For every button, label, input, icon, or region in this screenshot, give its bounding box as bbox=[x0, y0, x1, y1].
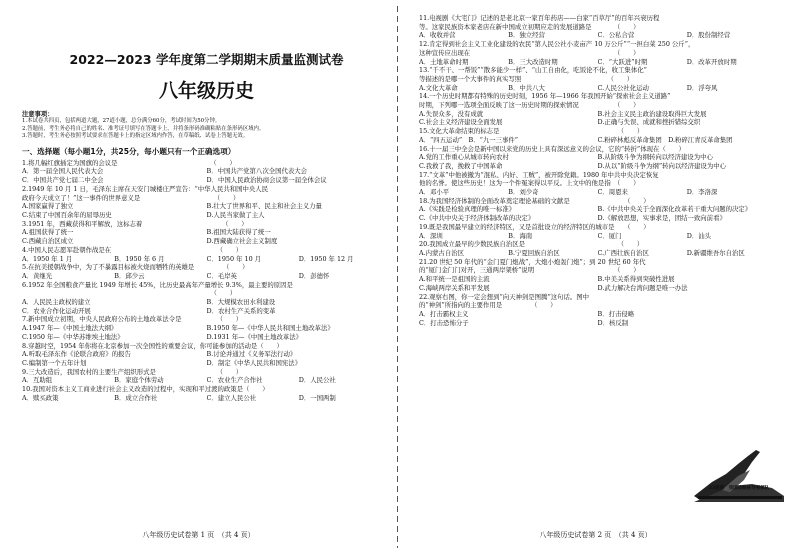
answer-options bbox=[22, 298, 391, 307]
section-heading: 一、选择题（每小题1分，共25分，每小题只有一个正确选项） bbox=[22, 146, 236, 156]
question-line: 18.为我国经济体制的全面改革奠定理论基础的文献是 （ ） bbox=[419, 196, 650, 205]
answer-option: A．土地革命时期 bbox=[419, 57, 469, 66]
question-line: 12.肯定得到社会主义工业化建设的农民“第人民公社小麦亩产 10 万公斤”“一担白菜 250 公斤”， bbox=[419, 40, 695, 49]
answer-options bbox=[419, 58, 776, 67]
answer-option: D．一国两制 bbox=[298, 393, 336, 402]
answer-option: D.1931 年—《中国土地改革法》 bbox=[206, 332, 303, 341]
answer-option: D．制定《中华人民共和国宪法》 bbox=[206, 358, 302, 367]
answer-options bbox=[419, 110, 776, 119]
answer-option: C.1950 年—《中华苏维埃土地法》 bbox=[22, 332, 124, 341]
question-line: 等。这家民族资本家老店在新中国成立初期应走的发展道路是 （ ） bbox=[419, 22, 640, 31]
answer-option: D.正确与失误、成就和挫折错综交织 bbox=[597, 118, 701, 127]
answer-option: D．浮夸风 bbox=[686, 83, 718, 92]
answer-option: D．人民公社 bbox=[298, 376, 336, 385]
answer-option: C.粉碎林彪反革命集团 D.粉碎江青反革命集团 bbox=[597, 135, 733, 144]
question-line: 22.观察右图，你一定会想到“向天神剑是图腾”这句话。图中 bbox=[419, 292, 590, 301]
answer-option: A.内蒙古自治区 bbox=[419, 248, 464, 257]
answer-options bbox=[419, 205, 776, 214]
answer-option: A.1947 年—《中国土地法大纲》 bbox=[22, 324, 118, 333]
answer-options bbox=[22, 359, 391, 368]
answer-option: B．中共八大 bbox=[508, 83, 545, 92]
question-line: 11.电视剧《大宅门》记述的是老北京一家百年药店——白家“百草厅”的百年兴衰历程 bbox=[419, 14, 660, 22]
answer-option: C．农业合作化运动开展 bbox=[22, 306, 91, 315]
answer-option: A.失误众多，没有成就 bbox=[419, 109, 484, 118]
answer-option: B．家庭个体劳动 bbox=[114, 376, 164, 385]
answer-option: B.中美关系得到突破性进展 bbox=[597, 275, 675, 284]
answer-option: C.广西壮族自治区 bbox=[597, 248, 649, 257]
answer-option: B．刘少奇 bbox=[508, 188, 539, 197]
missile-photo bbox=[692, 446, 786, 502]
answer-option: C．厦门 bbox=[597, 231, 622, 240]
answer-option: B.从阶级斗争为纲转向以经济建设为中心 bbox=[597, 153, 713, 162]
answer-options bbox=[419, 319, 776, 328]
question-line: 6.1952 年全国粮食产量比 1949 年增长 45%，比历史最高年产量增长 9.3%，最主要的原因是 bbox=[22, 280, 293, 289]
question-line: 14.一个历史时期都有特殊的历史时刻，1956 年—1966 年我国开始“探索社会主义道路” bbox=[419, 92, 671, 101]
answer-options bbox=[22, 211, 391, 220]
answer-option: D．彭德怀 bbox=[298, 271, 330, 280]
note-item: 2.答题前，考生务必将自己的姓名、准考证号填写在答题卡上，并将条形码准确粘贴在条形码区域内。 bbox=[22, 125, 265, 132]
answer-option: D.武力解决台湾问题是唯一办法 bbox=[597, 283, 688, 292]
question-line: 5.在抗美援朝战争中，为了不暴露目标被火烧而牺牲的英雄是 （ ） bbox=[22, 263, 249, 272]
question-line: 他的名誉。使这些历史！这为一个件冤案得以平反。上文中的他是指 （ ） bbox=[419, 179, 640, 188]
answer-option: A.和平统一是祖国的主流 bbox=[419, 275, 490, 284]
answer-options bbox=[22, 350, 391, 359]
question-list-left bbox=[22, 159, 391, 403]
answer-option: A.祖国获得了统一 bbox=[22, 228, 74, 237]
answer-option: A．收收并营 bbox=[419, 31, 456, 40]
answer-option: B．中国共产党第八次全国代表大会 bbox=[206, 167, 308, 176]
question-line: 这种宣传应出现在 （ ） bbox=[419, 48, 640, 57]
answer-option: A．互助组 bbox=[22, 376, 53, 385]
answer-option: B.宁夏回族自治区 bbox=[508, 248, 560, 257]
answer-option: C.社会主义经济建设全面发展 bbox=[419, 118, 503, 127]
notes-heading: 注意事项： bbox=[22, 111, 54, 118]
answer-options bbox=[22, 176, 391, 185]
question-line: 20.我国成立最早的少数民族自治区是 （ ） bbox=[419, 240, 644, 249]
answer-options bbox=[419, 84, 776, 93]
answer-option: D．改革开放时期 bbox=[686, 57, 737, 66]
answer-options bbox=[419, 284, 776, 293]
answer-option: D．李洛深 bbox=[686, 188, 718, 197]
answer-options bbox=[419, 153, 776, 162]
answer-option: B.祖国大陆获得了统一 bbox=[206, 228, 271, 237]
answer-option: C．周恩来 bbox=[597, 188, 628, 197]
answer-option: A.《实践是检验真理的唯一标准》 bbox=[419, 205, 516, 214]
photo-caption: 22题图 我国战略核导弹部队 bbox=[708, 486, 770, 491]
answer-option: C．打击恐怖分子 bbox=[419, 318, 469, 327]
answer-options bbox=[22, 255, 391, 264]
answer-option: A．“四五运动” B．“九一三事件” bbox=[419, 135, 519, 144]
answer-option: B．1950 年 6 月 bbox=[114, 254, 165, 263]
answer-option: B．成立合作社 bbox=[114, 393, 158, 402]
answer-options bbox=[22, 333, 391, 342]
answer-option: C．“大跃进”时期 bbox=[597, 57, 648, 66]
answer-options bbox=[419, 275, 776, 284]
answer-options bbox=[419, 232, 776, 241]
answer-option: A．人民民主政权的建立 bbox=[22, 298, 91, 307]
answer-option: B.1950 年—《中华人民共和国土地改革法》 bbox=[206, 324, 334, 333]
answer-option: B.壮大了世界和平、民主和社会主义力量 bbox=[206, 202, 322, 211]
answer-option: C．建立人民公社 bbox=[206, 393, 257, 402]
question-line: 15.文化大革命结束的标志是 （ ） bbox=[419, 127, 644, 136]
page-footer-left: 八年级历史试卷第 1 页 （共 4 页） bbox=[142, 531, 255, 539]
answer-options bbox=[22, 228, 391, 237]
answer-option: D.人民当家做了主人 bbox=[206, 211, 265, 219]
question-line: 的“厦门金门门对开，三通两岸架桥”说明 （ ） bbox=[419, 266, 640, 275]
answer-option: D．1950 年 12 月 bbox=[298, 254, 354, 263]
question-line: 8.穿越时空，1954 年你将在北京参加一次全国性的重要会议，你可能参加的活动是（ ） bbox=[22, 341, 283, 350]
exam-notes bbox=[22, 109, 391, 141]
answer-option: A．第一届全国人民代表大会 bbox=[22, 167, 104, 176]
answer-option: D．中国人民政治协商会议第一届全体会议 bbox=[206, 176, 327, 185]
answer-option: C.人民公社化运动 bbox=[597, 83, 649, 92]
answer-options bbox=[419, 310, 776, 319]
question-line: 7.新中国成立初期，中央人民政府公布的土地改革法令是 （ ） bbox=[22, 315, 243, 324]
question-line: 10.我国对资本主义工商业进行社会主义改造的过程中，实现和平过渡的政策是（ ） bbox=[22, 385, 269, 394]
answer-option: C．公私合营 bbox=[597, 31, 635, 40]
question-line: 政府今天成立了！”这一事件的世界意义是 （ ） bbox=[22, 193, 240, 202]
answer-options bbox=[22, 167, 391, 176]
question-line: 2.1949 年 10 月 1 日，毛泽东主席在天安门城楼庄严宣告：“中华人民共和国中央人民 bbox=[22, 184, 269, 193]
answer-option: C．1950 年 10 月 bbox=[206, 254, 262, 263]
question-line: 1.将几幅红旗插定为国旗的会议是 （ ） bbox=[22, 158, 236, 167]
answer-option: A.党的工作重心从城市转向农村 bbox=[419, 153, 509, 162]
answer-options bbox=[419, 188, 776, 197]
answer-option: C.西藏自治区成立 bbox=[22, 237, 74, 246]
answer-options bbox=[22, 307, 391, 316]
answer-option: D.《解放思想，实事求是，团结一致向前看》 bbox=[597, 214, 726, 223]
answer-option: B．打击侵略 bbox=[597, 309, 635, 318]
answer-option: D．汕头 bbox=[686, 231, 712, 240]
question-line: 19.既是我国最早建立的经济特区，又是首批设立的经济特区的城市是 （ ） bbox=[419, 222, 650, 231]
answer-option: D．农村生产关系的变革 bbox=[206, 306, 276, 315]
answer-option: C．毛岸英 bbox=[206, 271, 237, 280]
answer-options bbox=[419, 249, 776, 258]
answer-option: D.新疆维吾尔自治区 bbox=[686, 248, 745, 257]
answer-option: A．邓小平 bbox=[419, 188, 450, 197]
answer-option: D.从以“阶级斗争为纲”转向以经济建设为中心 bbox=[597, 161, 726, 170]
answer-option: A.听取毛泽东作《论联合政府》的报告 bbox=[22, 350, 131, 359]
exam-subject: 八年级历史 bbox=[158, 80, 254, 102]
question-line: 的“神剑”所指向的主要作用是 （ ） bbox=[419, 301, 557, 310]
answer-option: D．股份制经营 bbox=[686, 31, 731, 40]
answer-option: C.编制第一个五年计划 bbox=[22, 358, 87, 367]
question-line: 16.十一届三中全会是新中国以来党的历史上具有深远意义的会议，它的“转折”体现在（ ） bbox=[419, 144, 685, 153]
answer-options bbox=[419, 136, 776, 145]
answer-option: C.结束了中国百余年的屈辱历史 bbox=[22, 211, 112, 219]
question-list-right bbox=[419, 14, 776, 327]
question-line: 3.1951 年，西藏获得和平解放，这标志着 （ ） bbox=[22, 219, 248, 228]
page-footer-right: 八年级历史试卷第 2 页 （共 4 页） bbox=[539, 531, 652, 539]
answer-option: B．海南 bbox=[508, 231, 533, 240]
answer-option: B.《中共中央关于全面深化改革若干重大问题的决定》 bbox=[597, 205, 752, 214]
question-line: 9.三大改造后，我国农村的主要生产组织形式是 （ ） bbox=[22, 367, 243, 376]
answer-options bbox=[22, 324, 391, 333]
answer-option: B．大规模农田水利建设 bbox=[206, 298, 276, 307]
answer-option: B．独立经营 bbox=[508, 31, 545, 40]
question-line: 时期，下列哪一选项全面反映了这一历史时期的探索情况 （ ） bbox=[419, 101, 640, 110]
question-line: 21.20 世纪 50 年代的“金门夏门炮战”，大炮小炮轰门炮”；到 20 世纪 60 年代 bbox=[419, 257, 646, 266]
answer-option: C.海峡两岸关系和平发展 bbox=[419, 283, 490, 292]
note-item: 3.答题时，考生务必按照考试要求在答题卡上的指定区域内作答，在草稿纸、试卷上答题无效。 bbox=[22, 133, 249, 140]
answer-option: A．深圳 bbox=[419, 231, 443, 240]
answer-option: A．1950 年 1 月 bbox=[22, 254, 73, 263]
answer-option: A．打击霸权主义 bbox=[419, 309, 469, 318]
answer-option: C．农业生产合作社 bbox=[206, 376, 263, 385]
question-line: 13.“千不干、一帮饭”“散多能少一样”、“山工自由化，吃饭论不化，收工集体化” bbox=[419, 66, 647, 75]
answer-options bbox=[22, 237, 391, 246]
answer-option: B．三大改造时期 bbox=[508, 57, 558, 66]
answer-options bbox=[22, 202, 391, 211]
answer-option: D.西藏确立社会主义制度 bbox=[206, 237, 278, 246]
answer-options bbox=[419, 118, 776, 127]
answer-option: C．中国共产党七届二中全会 bbox=[22, 176, 104, 185]
answer-option: A．赎买政策 bbox=[22, 393, 59, 402]
exam-title: 2022—2023 学年度第二学期期末质量监测试卷 bbox=[69, 52, 344, 67]
answer-options bbox=[419, 162, 776, 171]
answer-option: C.《中共中央关于经济体制改革的决定》 bbox=[419, 214, 535, 223]
answer-options bbox=[419, 214, 776, 223]
answer-option: A．黄继光 bbox=[22, 271, 53, 280]
answer-option: B．邱少云 bbox=[114, 271, 145, 280]
answer-option: D．核反制 bbox=[597, 318, 629, 327]
answer-options bbox=[22, 376, 391, 385]
question-line: 等描述的是哪一个大事件的真实写照 （ ） bbox=[419, 74, 634, 83]
answer-option: B.社会主义民主政治建设取得巨大发展 bbox=[597, 109, 707, 118]
question-line: 17.“文革”中他被撤为“混私、内好、工贼”，被开除党籍。1980 年中共中央决定恢复 bbox=[419, 170, 659, 179]
answer-options bbox=[419, 31, 776, 40]
answer-option: B.讨论并通过《义务军法行动》 bbox=[206, 350, 297, 359]
answer-options bbox=[22, 394, 391, 403]
answer-option: A.国家赢得了独立 bbox=[22, 202, 74, 211]
question-line: 4.中国人民志愿军赴朝作战是在 （ ） bbox=[22, 245, 243, 254]
question-line: （ ） bbox=[22, 289, 237, 298]
note-item: 1.本试卷共四页，包括两道大题，27道小题，总分满分60分，考试时间为50分钟。 bbox=[22, 118, 221, 124]
answer-option: C.我救了我，挽救了中国革命 bbox=[419, 161, 503, 170]
answer-options bbox=[22, 272, 391, 281]
answer-option: A.文化大革命 bbox=[419, 83, 458, 92]
